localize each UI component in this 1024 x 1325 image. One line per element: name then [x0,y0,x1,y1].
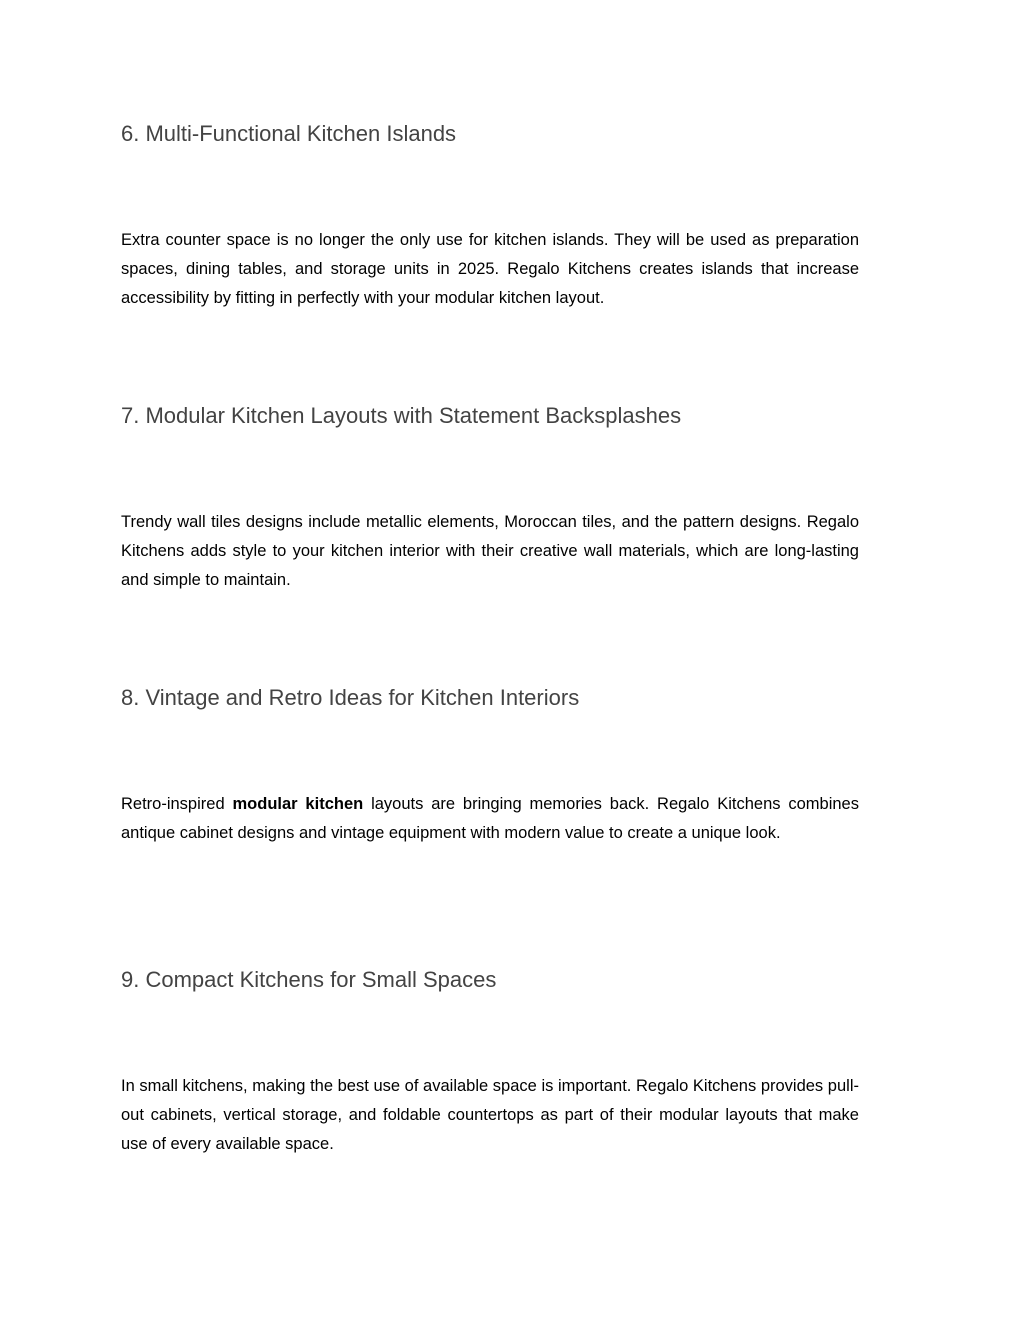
section-heading: 7. Modular Kitchen Layouts with Statement Backsplashes [121,403,682,428]
section-paragraph: Extra counter space is no longer the only use for kitchen islands. They will be used as preparation spaces, dining tables, and storage units in 2025. Regalo Kitchens creates islands that increase accessibility by fitting in perfectly with your modular kitchen layout. [121,231,859,307]
section-heading: 9. Compact Kitchens for Small Spaces [121,967,497,992]
section-vintage-retro [121,684,859,842]
paragraph-text-after: layouts are bringing memories back. Regalo Kitchens combines antique cabinet designs and vintage equipment with modern value to create a unique look. [121,795,859,842]
section-heading: 8. Vintage and Retro Ideas for Kitchen Interiors [121,685,580,710]
section-heading: 6. Multi-Functional Kitchen Islands [121,121,457,146]
section-compact-kitchens [121,966,859,1153]
section-paragraph [121,790,859,848]
section-paragraph: In small kitchens, making the best use of available space is important. Regalo Kitchens provides pull-out cabinets, vertical storage, and foldable countertops as part of their modular layouts that make use of every available space. [121,1077,859,1153]
section-multi-functional-islands [121,120,859,307]
section-statement-backsplashes [121,402,859,589]
section-paragraph: Trendy wall tiles designs include metallic elements, Moroccan tiles, and the pattern designs. Regalo Kitchens adds style to your kitchen interior with their creative wall materials, which are long-lasting and simple to maintain. [121,513,859,589]
paragraph-bold-text: modular kitchen [232,795,364,813]
paragraph-text-before: Retro-inspired [121,795,225,813]
